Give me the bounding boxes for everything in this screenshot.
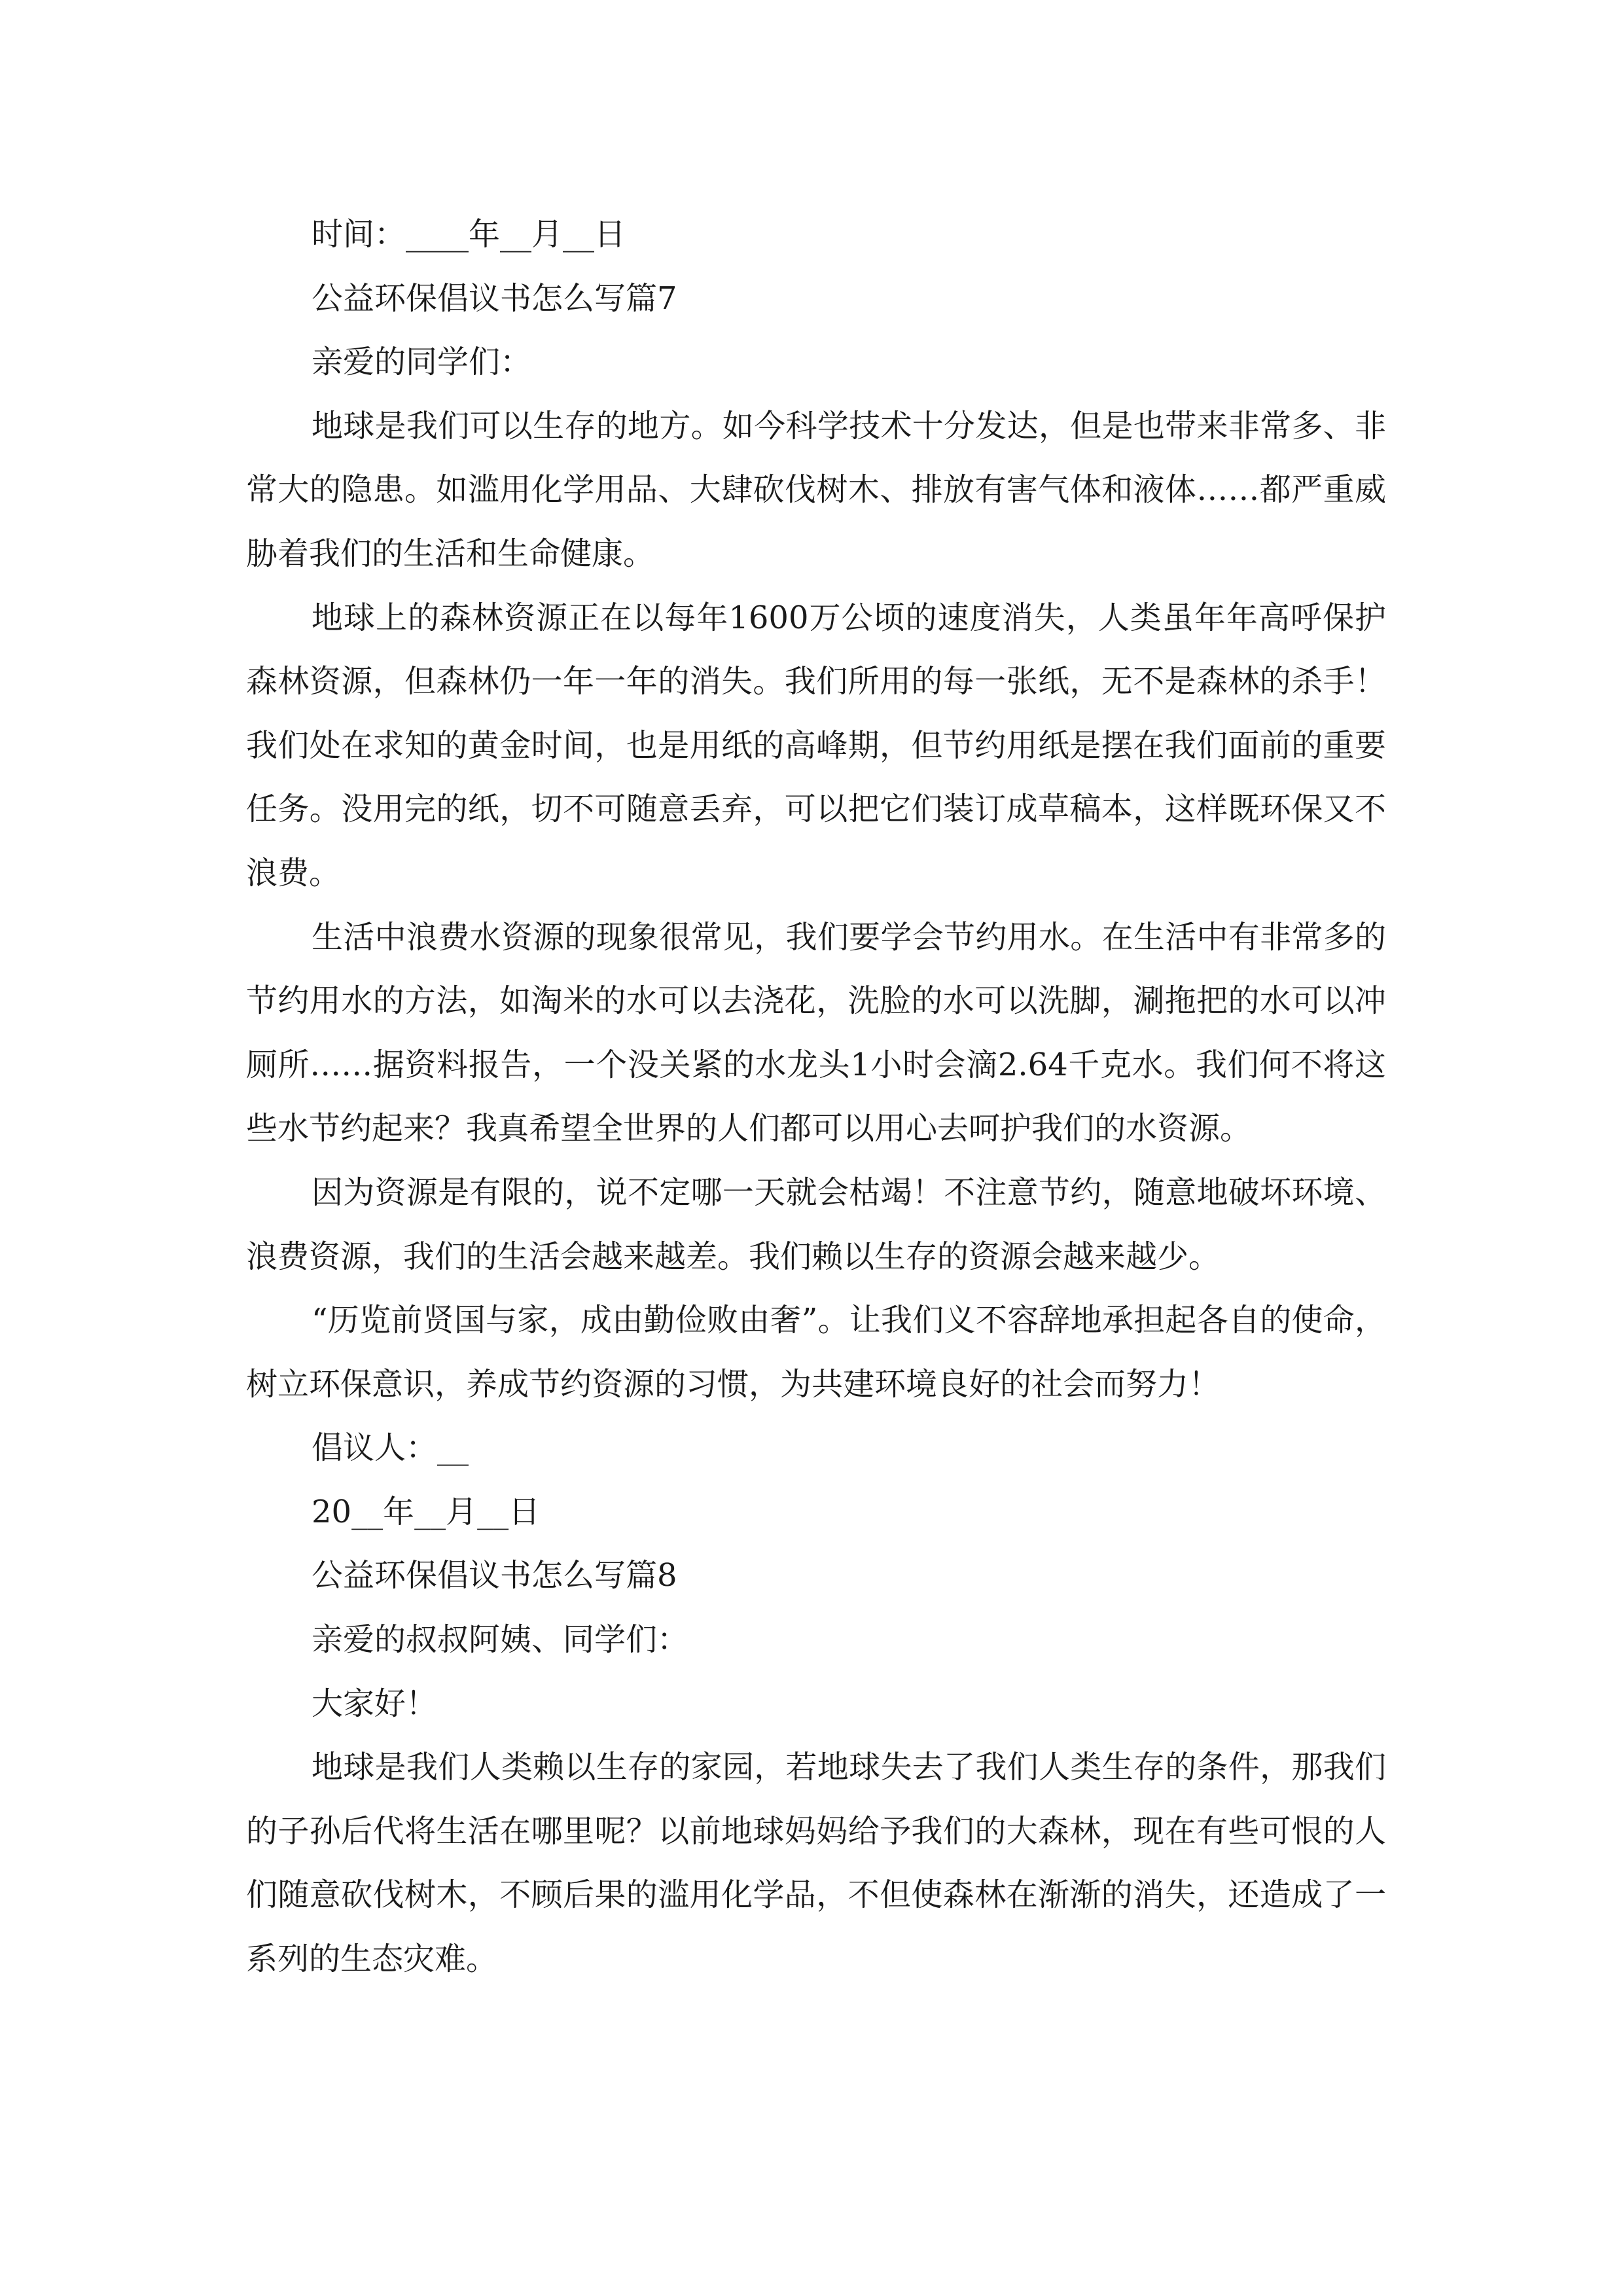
date-line: 时间：____年__月__日 — [312, 216, 626, 253]
paragraph: 因为资源是有限的，说不定哪一天就会枯竭！不注意节约，随意地破坏环境、浪费资源，我们的生活会越来越差。我们赖以生存的资源会越来越少。 — [246, 1174, 1386, 1275]
section-heading-7: 公益环保倡议书怎么写篇7 — [312, 279, 677, 317]
paragraph: 生活中浪费水资源的现象很常见，我们要学会节约用水。在生活中有非常多的节约用水的方法，如淘米的水可以去浇花，洗脸的水可以洗脚，涮拖把的水可以冲厕所……据资料报告，一个没关紧的水龙头1小时会滴2.64千克水。我们何不将这些水节约起来？我真希望全世界的人们都可以用心去呵护我们的水资源。 — [246, 918, 1386, 1147]
paragraph: 地球上的森林资源正在以每年1600万公顷的速度消失，人类虽年年高呼保护森林资源，但森林仍一年一年的消失。我们所用的每一张纸，无不是森林的杀手！我们处在求知的黄金时间，也是用纸的高峰期，但节约用纸是摆在我们面前的重要任务。没用完的纸，切不可随意丢弃，可以把它们装订成草稿本，这样既环保又不浪费。 — [246, 599, 1386, 891]
paragraph: “历览前贤国与家，成由勤俭败由奢”。让我们义不容辞地承担起各自的使命，树立环保意识，养成节约资源的习惯，为共建环境良好的社会而努力！ — [246, 1302, 1386, 1403]
section-heading-8: 公益环保倡议书怎么写篇8 — [312, 1557, 677, 1594]
document-body — [246, 203, 1386, 1992]
salutation: 亲爱的同学们： — [312, 344, 532, 381]
signature-date-line: 20__年__月__日 — [312, 1493, 541, 1530]
paragraph: 地球是我们可以生存的地方。如今科学技术十分发达，但是也带来非常多、非常大的隐患。如滥用化学用品、大肆砍伐树木、排放有害气体和液体……都严重威胁着我们的生活和生命健康。 — [246, 407, 1386, 572]
paragraph: 地球是我们人类赖以生存的家园，若地球失去了我们人类生存的条件，那我们的子孙后代将生活在哪里呢？以前地球妈妈给予我们的大森林，现在有些可恨的人们随意砍伐树木，不顾后果的滥用化学品，不但使森林在渐渐的消失，还造成了一系列的生态灾难。 — [246, 1749, 1386, 1978]
greeting: 大家好！ — [312, 1685, 438, 1722]
salutation: 亲爱的叔叔阿姨、同学们： — [312, 1621, 689, 1659]
signatory-line: 倡议人：__ — [312, 1429, 469, 1467]
